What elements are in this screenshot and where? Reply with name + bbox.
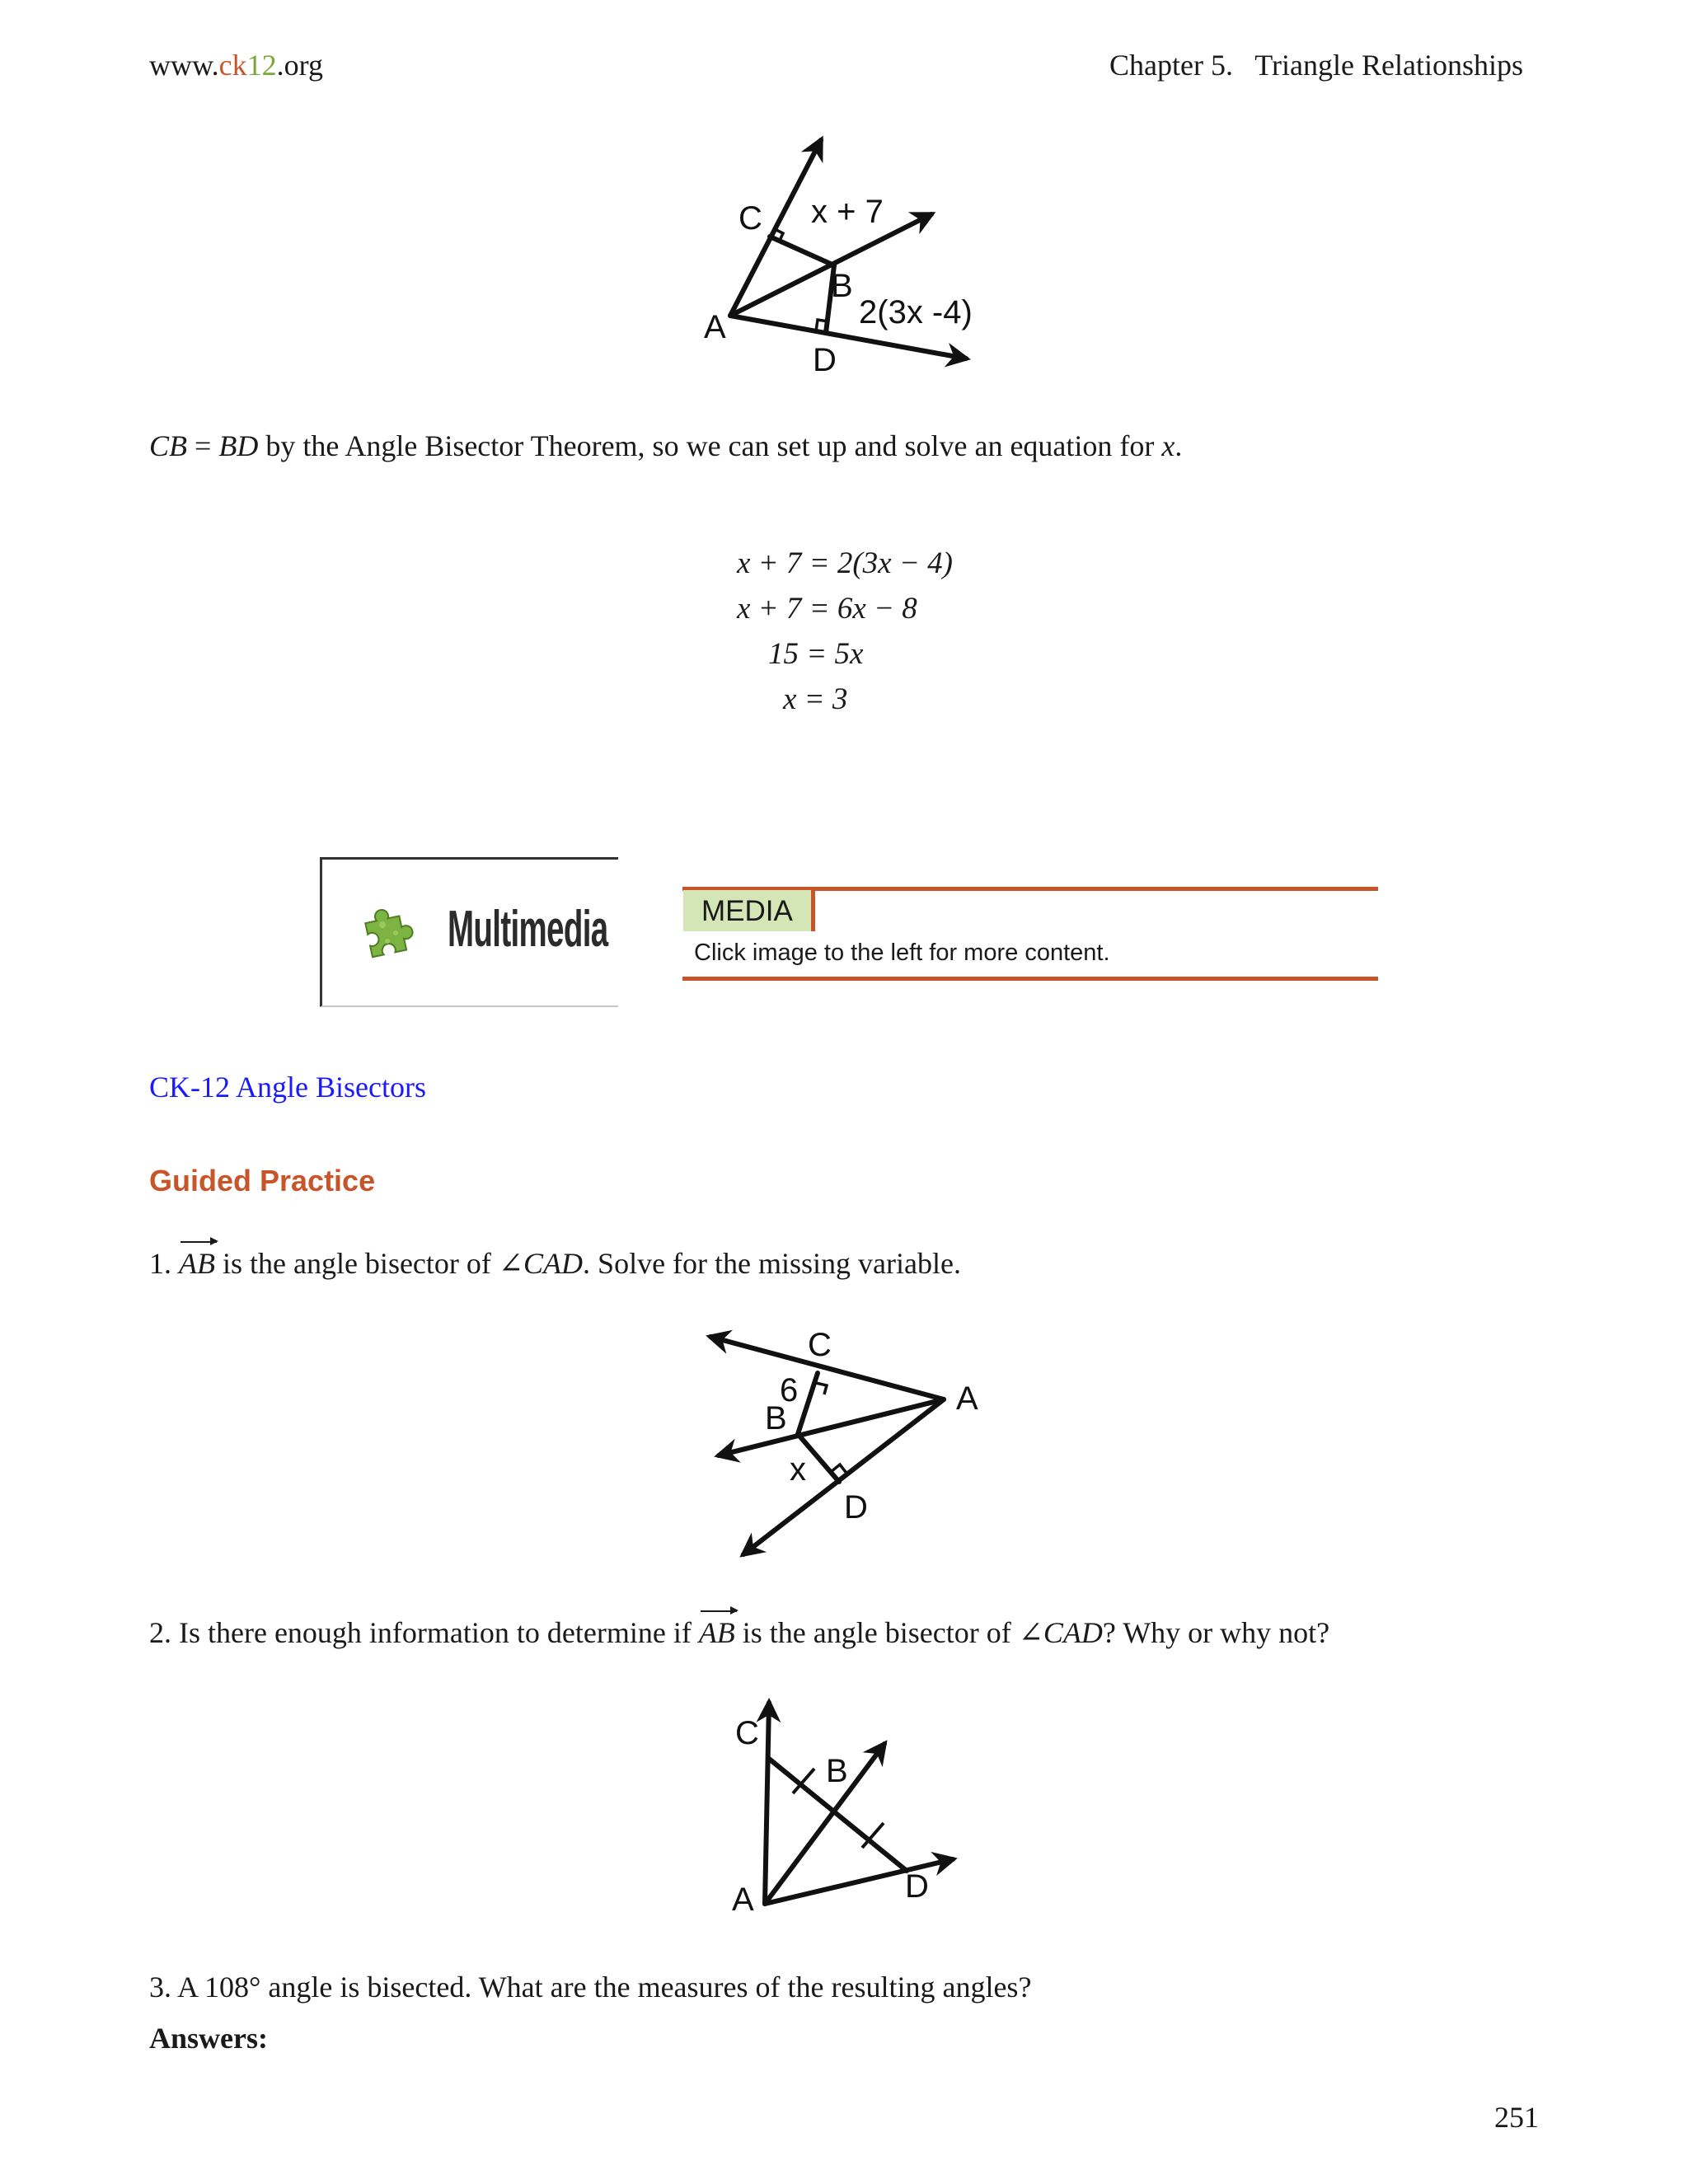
label-b-fig2: B <box>765 1400 787 1436</box>
page-number: 251 <box>1494 2101 1539 2134</box>
site-url[interactable] <box>149 48 323 82</box>
chapter-title: Chapter 5. Triangle Relationships <box>1109 49 1523 82</box>
puzzle-icon <box>359 900 422 963</box>
label-x-plus-7: x + 7 <box>811 194 884 230</box>
equation-line-3: 15 = 5x <box>768 637 864 671</box>
math-cb: CB <box>149 429 188 462</box>
question-1-end: . Solve for the missing variable. <box>583 1247 961 1280</box>
label-c-fig3: C <box>735 1715 759 1751</box>
label-a-fig3: A <box>732 1882 754 1918</box>
equation-line-2: x + 7 = 6x − 8 <box>737 592 917 626</box>
figure-angle-bisector-example <box>692 124 1006 379</box>
angle-cad-q2: CAD <box>1043 1616 1103 1649</box>
label-b: B <box>831 268 853 304</box>
guided-practice-heading: Guided Practice <box>149 1164 376 1197</box>
question-1-text: is the angle bisector of ∠ <box>214 1247 524 1280</box>
ray-ac-fig3 <box>765 1703 769 1904</box>
label-x-fig2: x <box>790 1451 806 1488</box>
explanation-body: by the Angle Bisector Theorem, so we can set up and solve an equation for <box>258 429 1162 462</box>
ray-ab-symbol: AB <box>179 1247 215 1280</box>
site-brand-ck: ck <box>218 49 247 82</box>
site-brand-12: 12 <box>246 49 277 82</box>
explanation-text <box>149 429 1182 463</box>
figure-question-2 <box>725 1690 973 1920</box>
label-6: 6 <box>780 1372 799 1408</box>
question-2-end: ? Why or why not? <box>1102 1616 1330 1649</box>
angle-cad: CAD <box>523 1247 584 1280</box>
question-1 <box>149 1246 961 1281</box>
question-1-number: 1. <box>149 1247 179 1280</box>
equation-line-4: x = 3 <box>783 682 848 716</box>
label-d-fig2: D <box>844 1489 868 1526</box>
ray-ab-symbol-q2: AB <box>698 1616 735 1649</box>
label-a: A <box>704 309 726 345</box>
answers-label: Answers: <box>149 2022 268 2055</box>
question-2 <box>149 1615 1329 1650</box>
label-c: C <box>738 200 762 237</box>
label-a-fig2: A <box>956 1380 978 1417</box>
label-d-fig3: D <box>905 1868 929 1905</box>
math-x: x <box>1161 429 1175 462</box>
explanation-end: . <box>1175 429 1183 462</box>
question-2-mid: is the angle bisector of ∠ <box>734 1616 1043 1649</box>
media-caption: Click image to the left for more content. <box>694 940 1110 966</box>
question-3: 3. A 108° angle is bisected. What are the measures of the resulting angles? <box>149 1971 1032 2004</box>
math-equals: = <box>187 429 219 462</box>
right-angle-mark-c-fig2 <box>816 1383 827 1394</box>
segment-bc-fig2 <box>798 1373 818 1434</box>
media-tag: MEDIA <box>683 890 815 931</box>
ck12-angle-bisectors-link[interactable]: CK-12 Angle Bisectors <box>149 1071 426 1104</box>
question-2-text: 2. Is there enough information to determine if <box>149 1616 699 1649</box>
figure-question-1 <box>692 1319 1006 1566</box>
site-suffix: .org <box>276 49 323 82</box>
label-c-fig2: C <box>808 1327 832 1363</box>
label-b-fig3: B <box>826 1753 848 1789</box>
math-bd: BD <box>218 429 259 462</box>
label-2-3x-4: 2(3x -4) <box>859 294 973 330</box>
label-d: D <box>813 342 837 378</box>
equation-line-1: x + 7 = 2(3x − 4) <box>737 546 953 580</box>
multimedia-label: Multimedia <box>448 901 608 958</box>
site-prefix: www. <box>149 49 219 82</box>
